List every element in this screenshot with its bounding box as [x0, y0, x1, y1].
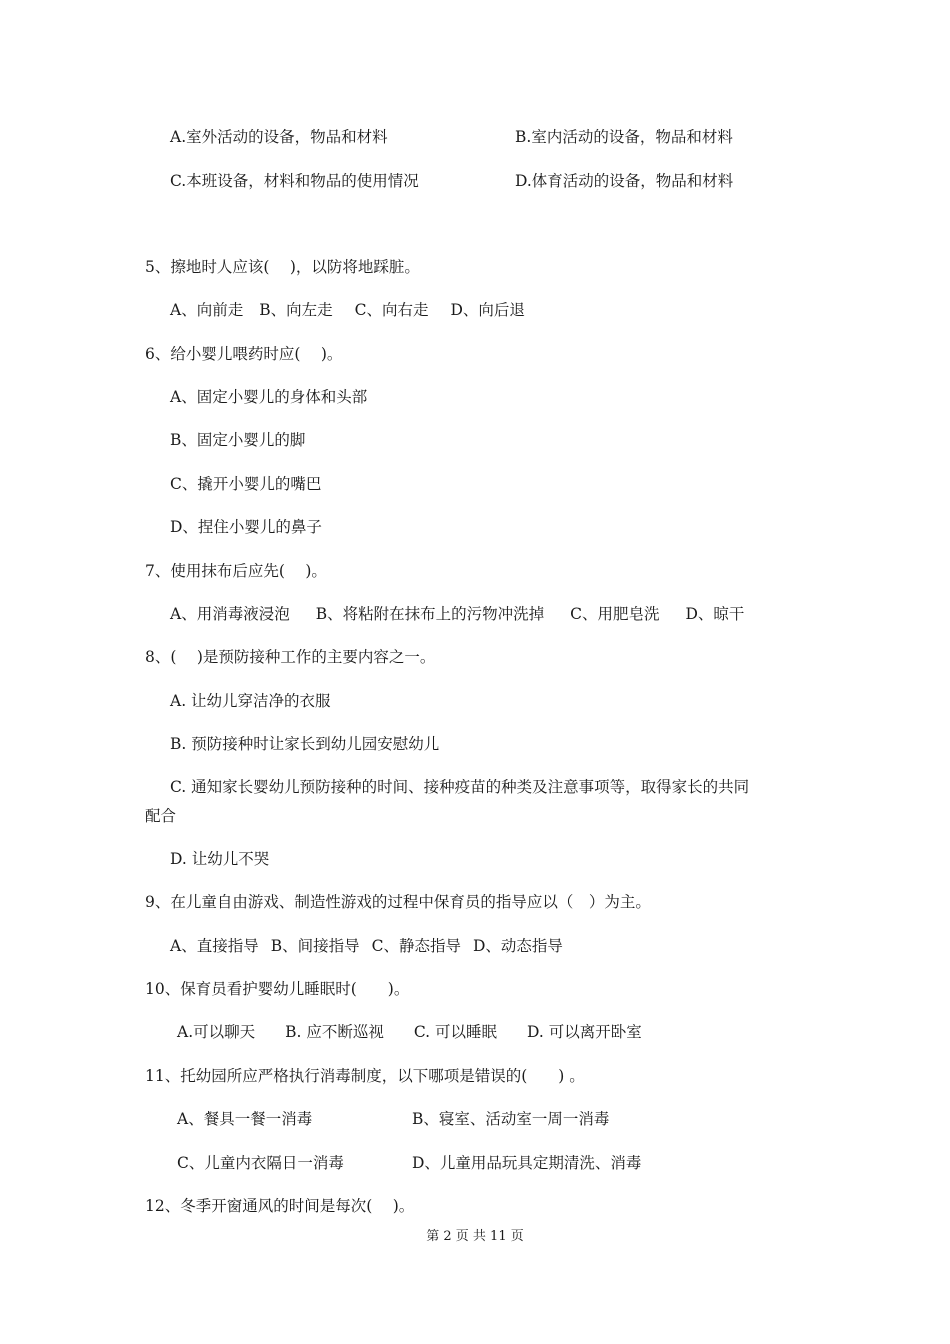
q6-option-b: B、固定小婴儿的脚: [170, 431, 306, 449]
q4-option-d: D.体育活动的设备，物品和材料: [515, 172, 734, 190]
q9-option-a: A、直接指导: [170, 937, 259, 955]
q7-option-b: B、将粘附在抹布上的污物冲洗掉: [315, 605, 545, 623]
q12-stem: 12、冬季开窗通风的时间是每次( )。: [145, 1197, 415, 1215]
q6-option-d: D、捏住小婴儿的鼻子: [170, 518, 322, 536]
q7-option-c: C、用肥皂洗: [570, 605, 660, 623]
q5-options: [170, 300, 525, 320]
q5-option-d: D、向后退: [450, 301, 525, 319]
q8-option-d: D. 让幼儿不哭: [170, 850, 270, 868]
q11-option-b: B、寝室、活动室一周一消毒: [412, 1110, 610, 1128]
q9-options: [170, 936, 563, 956]
q8-stem: 8、( )是预防接种工作的主要内容之一。: [145, 648, 436, 666]
q9-stem: 9、在儿童自由游戏、制造性游戏的过程中保育员的指导应以（ ）为主。: [145, 893, 651, 911]
q7-stem: 7、使用抹布后应先( )。: [145, 562, 327, 580]
q6-stem: 6、给小婴儿喂药时应( )。: [145, 345, 343, 363]
q11-stem: 11、托幼园所应严格执行消毒制度，以下哪项是错误的( ) 。: [145, 1067, 585, 1085]
q6-option-c: C、撬开小婴儿的嘴巴: [170, 475, 322, 493]
q9-option-b: B、间接指导: [270, 937, 360, 955]
q5-stem: 5、擦地时人应该( )，以防将地踩脏。: [145, 258, 420, 276]
q11-option-c: C、儿童内衣隔日一消毒: [177, 1154, 344, 1172]
q7-option-d: D、晾干: [685, 605, 745, 623]
q10-option-d: D. 可以离开卧室: [527, 1023, 642, 1041]
q9-option-d: D、动态指导: [472, 937, 563, 955]
q5-option-c: C、向右走: [354, 301, 429, 319]
q8-option-b: B. 预防接种时让家长到幼儿园安慰幼儿: [170, 735, 440, 753]
q4-option-b: B.室内活动的设备，物品和材料: [515, 128, 733, 146]
q5-option-b: B、向左走: [259, 301, 333, 319]
page-number: 第 2 页 共 11 页: [426, 1229, 524, 1244]
q4-option-a: A.室外活动的设备，物品和材料: [170, 128, 388, 146]
q10-option-c: C. 可以睡眠: [413, 1023, 498, 1041]
q7-option-a: A、用消毒液浸泡: [170, 605, 290, 623]
q11-option-d: D、儿童用品玩具定期清洗、消毒: [412, 1154, 642, 1172]
q5-option-a: A、向前走: [170, 301, 244, 319]
q8-option-a: A. 让幼儿穿洁净的衣服: [170, 692, 331, 710]
q8-option-c: C. 通知家长婴幼儿预防接种的时间、接种疫苗的种类及注意事项等，取得家长的共同: [170, 778, 750, 796]
q11-option-a: A、餐具一餐一消毒: [177, 1110, 313, 1128]
q8-option-c-continued: 配合: [145, 807, 177, 825]
q10-options: [177, 1022, 642, 1042]
q10-option-b: B. 应不断巡视: [285, 1023, 384, 1041]
q10-option-a: A.可以聊天: [177, 1023, 256, 1041]
q10-stem: 10、保育员看护婴幼儿睡眠时( )。: [145, 980, 410, 998]
q4-option-c: C.本班设备，材料和物品的使用情况: [170, 172, 419, 190]
q7-options: [170, 604, 744, 624]
q9-option-c: C、静态指导: [371, 937, 461, 955]
q6-option-a: A、固定小婴儿的身体和头部: [170, 388, 368, 406]
